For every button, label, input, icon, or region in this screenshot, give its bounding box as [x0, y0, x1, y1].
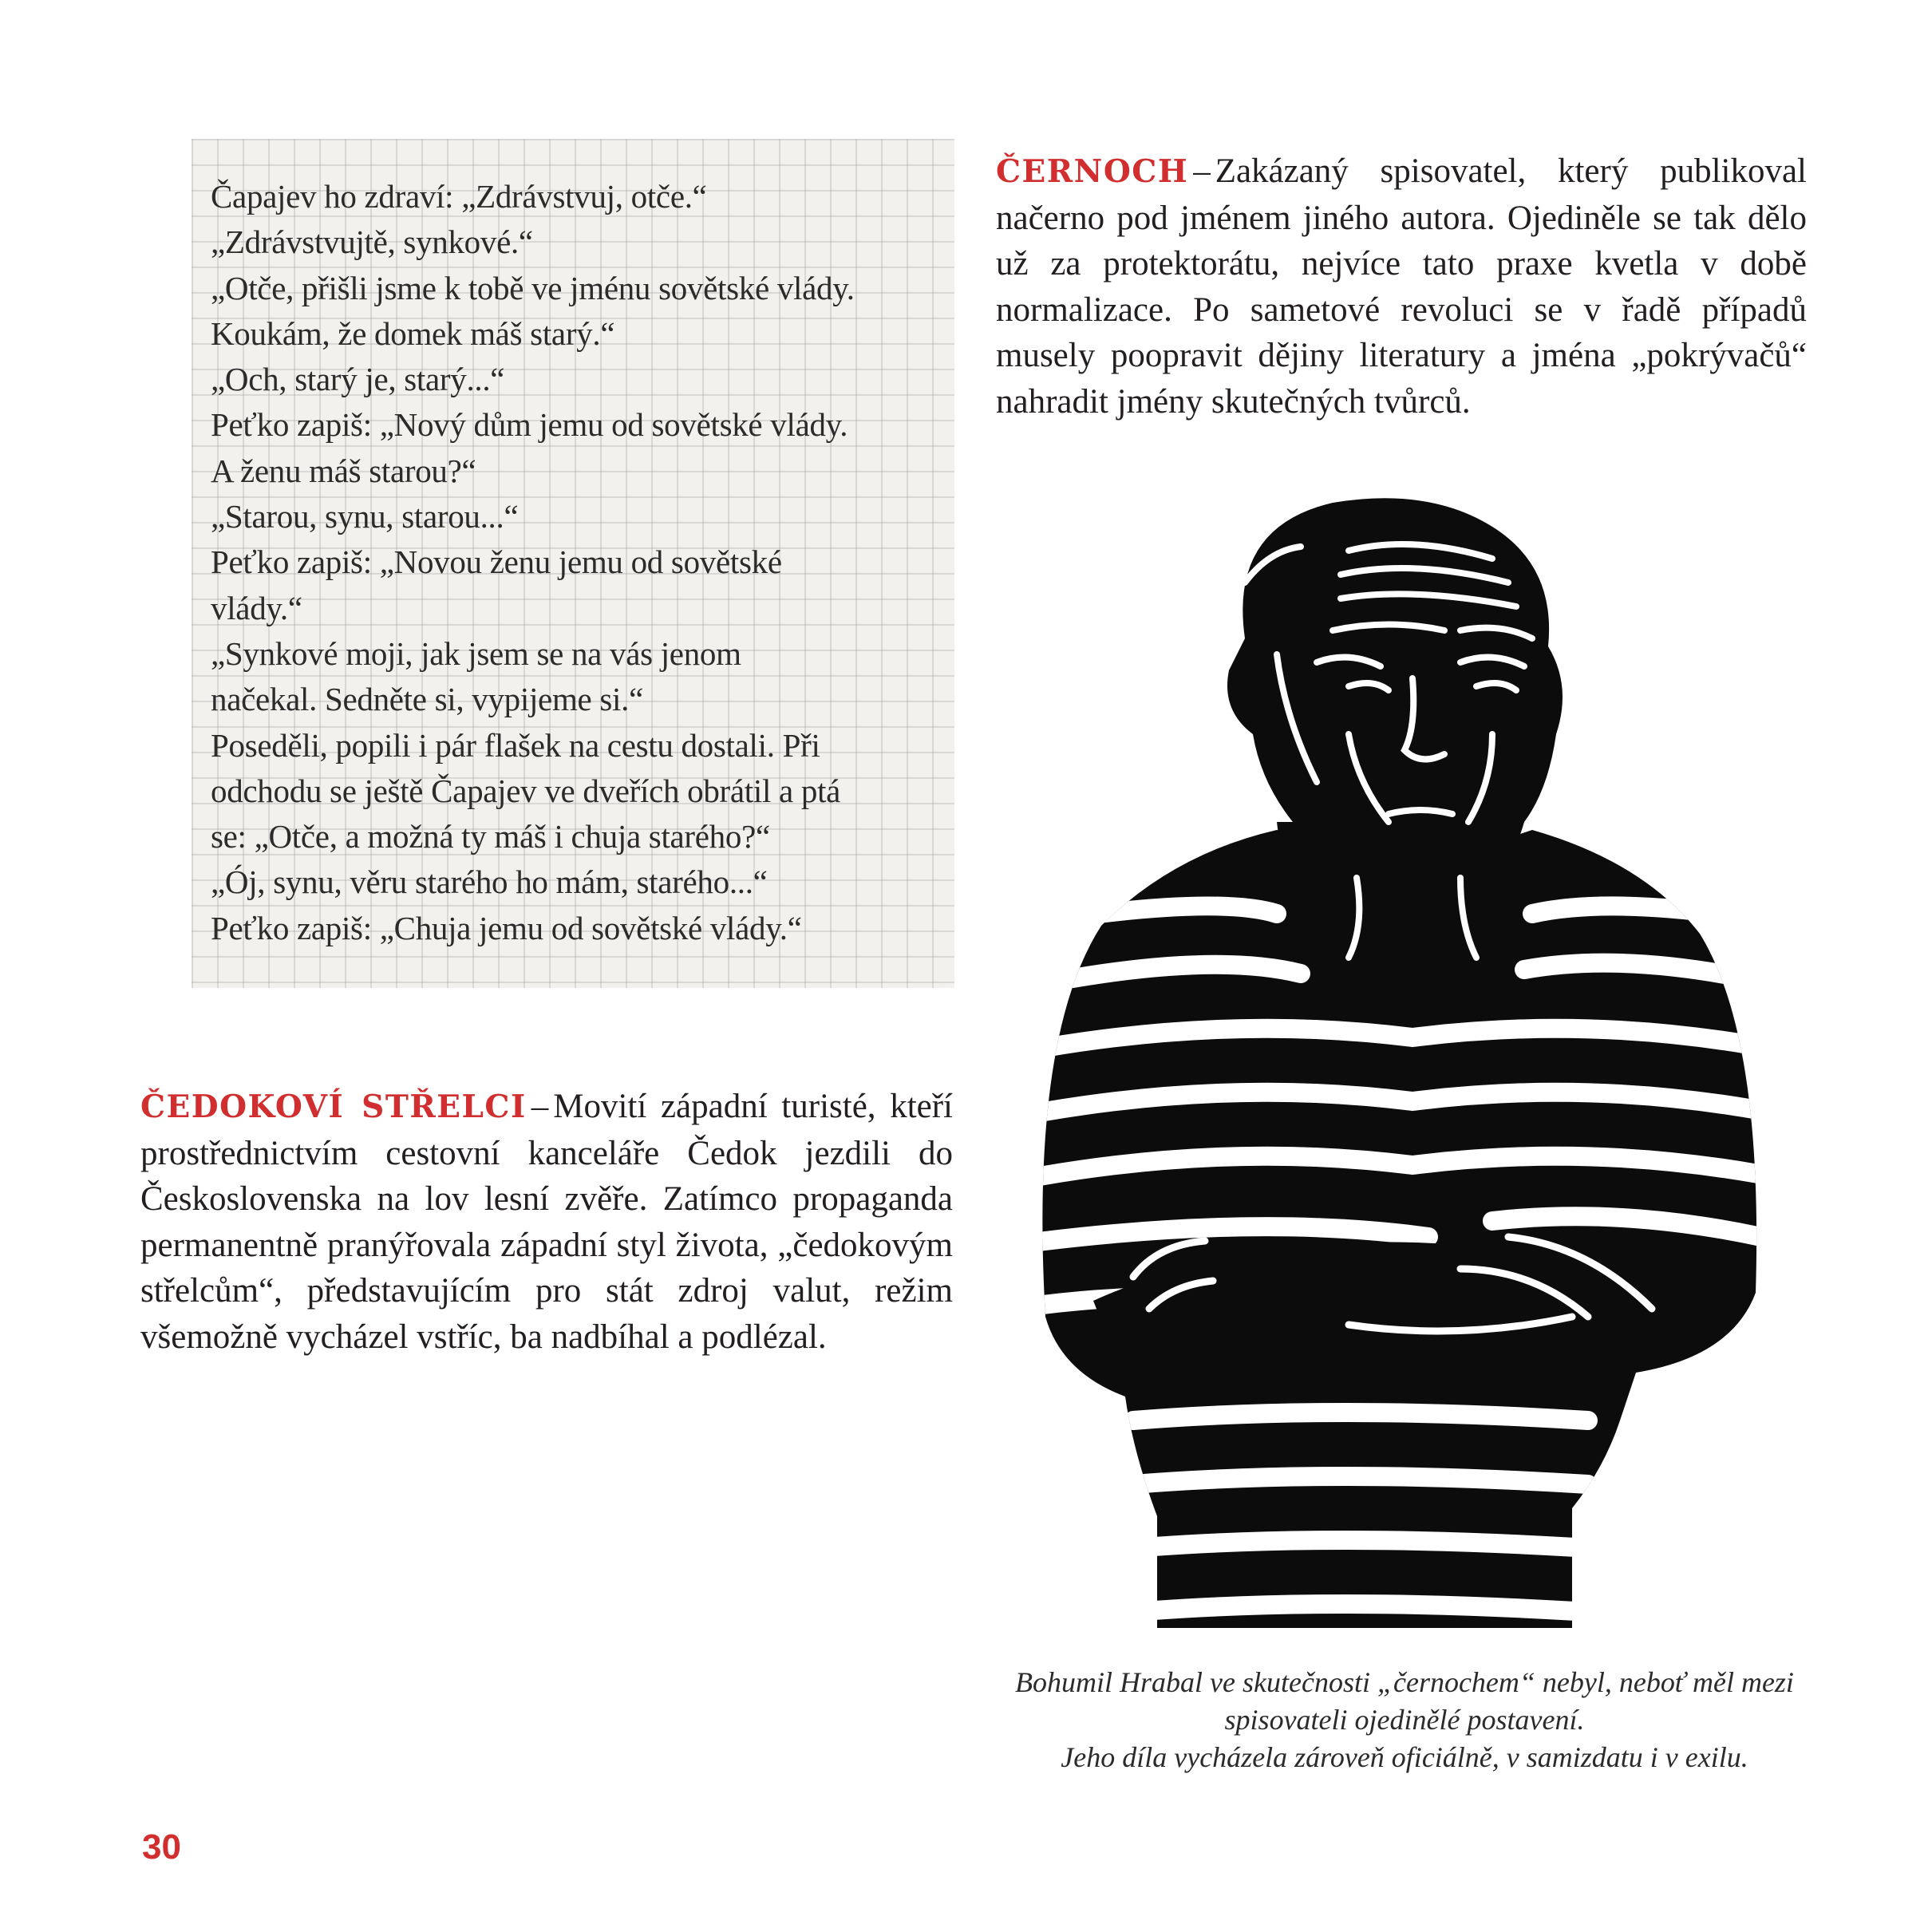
quote-line: Peťko zapiš: „Chuja jemu od sovětské vlády.“ — [211, 909, 802, 946]
quote-line: načekal. Sedněte si, vypijeme si.“ — [211, 681, 643, 718]
entry-term: ČEDOKOVÍ STŘELCI — [140, 1088, 527, 1125]
quote-line: „Och, starý je, starý...“ — [211, 361, 505, 398]
quote-line: „Starou, synu, starou...“ — [211, 498, 519, 535]
entry-text: Movití západní turisté, kteří prostřednictvím cestovní kanceláře Čedok jezdili do Československa na lov lesní zvěře. Zatímco propaganda permanentně pranýřovala západní styl života, „čedokovým střelcům“, představujícím pro stát zdroj valut, režim všemožně vycházel vstříc, ba nadbíhal a podlézal. — [140, 1088, 953, 1356]
page-number: 30 — [142, 1827, 181, 1867]
quote-line: Poseděli, popili i pár flašek na cestu dostali. Při — [211, 726, 820, 764]
quote-line: „Zdrávstvujtě, synkové.“ — [211, 223, 533, 261]
grid-paper-quote — [192, 139, 954, 988]
entry-dash: – — [1193, 152, 1211, 190]
quote-line: Koukám, že domek máš starý.“ — [211, 314, 615, 352]
quote-line: se: „Otče, a možná ty máš i chuja starého?“ — [211, 818, 770, 855]
entry-term: ČERNOCH — [996, 153, 1189, 190]
caption-line: Bohumil Hrabal ve skutečnosti „černochem“ nebyl, neboť měl mezi — [1015, 1666, 1794, 1698]
quote-line: „Synkové moji, jak jsem se na vás jenom — [211, 634, 741, 672]
portrait-illustration — [1013, 479, 1796, 1628]
entry-text: Zakázaný spisovatel, který publikoval načerno pod jménem jiného autora. Ojediněle se tak dělo už za protektorátu, nejvíce tato praxe kvetla v době normalizace. Po sametové revoluci se v řadě případů musely poopravit dějiny literatury a jména „pokrývačů“ nahradit jmény skutečných tvůrců. — [996, 152, 1807, 421]
entry-cedokovi-strelci — [140, 1084, 953, 1360]
quote-line: vlády.“ — [211, 589, 302, 626]
illustration-caption — [982, 1664, 1827, 1776]
caption-line: spisovateli ojedinělé postavení. — [1224, 1704, 1585, 1736]
entry-dash: – — [531, 1088, 549, 1125]
quote-line: Čapajev ho zdraví: „Zdrávstvuj, otče.“ — [211, 178, 707, 215]
quote-line: „Otče, přišli jsme k tobě ve jménu sovětské vlády. — [211, 269, 855, 306]
entry-cernoch — [996, 148, 1807, 425]
quote-line: „Ój, synu, věru starého ho mám, starého...“ — [211, 863, 768, 901]
quote-line: A ženu máš starou?“ — [211, 452, 476, 489]
quote-line: odchodu se ještě Čapajev ve dveřích obrátil a ptá — [211, 772, 841, 809]
caption-line: Jeho díla vycházela zároveň oficiálně, v samizdatu i v exilu. — [1061, 1741, 1748, 1773]
quote-line: Peťko zapiš: „Nový dům jemu od sovětské vlády. — [211, 406, 848, 444]
quote-line: Peťko zapiš: „Novou ženu jemu od sovětské — [211, 543, 782, 581]
